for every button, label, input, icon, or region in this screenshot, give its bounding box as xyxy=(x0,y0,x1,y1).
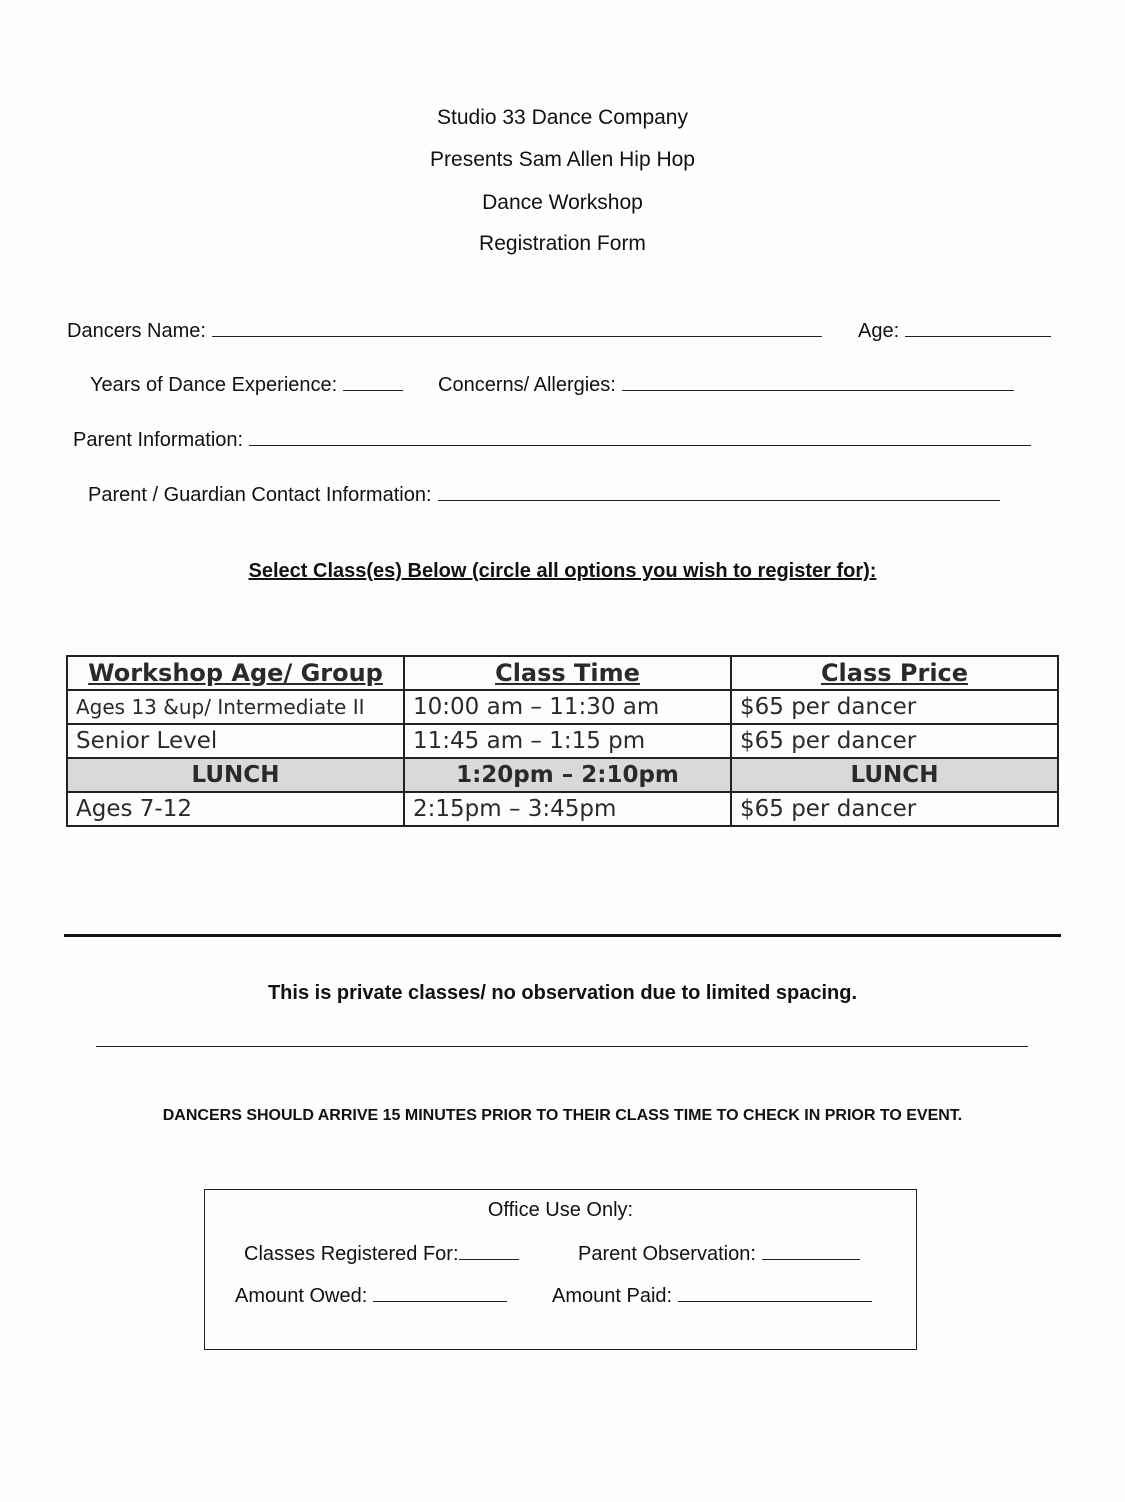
age-field[interactable] xyxy=(858,318,1051,343)
amount-paid-blank[interactable] xyxy=(678,1283,872,1302)
cell-age-group[interactable]: Ages 7-12 xyxy=(67,792,404,826)
amount-paid-field[interactable] xyxy=(552,1283,872,1308)
years-experience-label: Years of Dance Experience: xyxy=(90,374,338,396)
cell-class-time[interactable]: 2:15pm – 3:45pm xyxy=(404,792,731,826)
header-company: Studio 33 Dance Company xyxy=(437,106,688,129)
table-row[interactable] xyxy=(67,792,1058,826)
guardian-contact-field[interactable] xyxy=(88,482,1000,507)
age-blank[interactable] xyxy=(905,318,1051,337)
office-use-title: Office Use Only: xyxy=(487,1199,634,1221)
amount-owed-label: Amount Owed: xyxy=(235,1285,368,1307)
cell-class-time[interactable]: 11:45 am – 1:15 pm xyxy=(404,724,731,758)
classes-registered-label: Classes Registered For: xyxy=(244,1243,459,1265)
cell-class-price[interactable]: $65 per dancer xyxy=(731,792,1058,826)
arrival-notice: DANCERS SHOULD ARRIVE 15 MINUTES PRIOR TO THEIR CLASS TIME TO CHECK IN PRIOR TO EVENT. xyxy=(162,1107,963,1124)
parent-observation-blank[interactable] xyxy=(762,1241,860,1260)
dancer-name-field[interactable] xyxy=(67,318,822,343)
years-experience-field[interactable] xyxy=(90,372,403,397)
parent-info-blank[interactable] xyxy=(249,427,1031,446)
table-row[interactable] xyxy=(67,724,1058,758)
table-header-row xyxy=(67,656,1058,690)
cell-lunch-time: 1:20pm – 2:10pm xyxy=(404,758,731,792)
concerns-field[interactable] xyxy=(438,372,1014,397)
cell-age-group[interactable]: Senior Level xyxy=(67,724,404,758)
years-experience-blank[interactable] xyxy=(343,372,403,391)
header-workshop: Dance Workshop xyxy=(482,191,643,214)
page-title: Registration Form xyxy=(479,232,646,255)
parent-observation-field[interactable] xyxy=(578,1241,860,1266)
cell-class-price[interactable]: $65 per dancer xyxy=(731,690,1058,724)
concerns-blank[interactable] xyxy=(622,372,1014,391)
parent-info-field[interactable] xyxy=(73,427,1031,452)
parent-info-label: Parent Information: xyxy=(73,429,244,451)
amount-paid-label: Amount Paid: xyxy=(552,1285,673,1307)
cell-class-price[interactable]: $65 per dancer xyxy=(731,724,1058,758)
header-class-time: Class Time xyxy=(404,656,731,690)
guardian-contact-label: Parent / Guardian Contact Information: xyxy=(88,484,432,506)
age-label: Age: xyxy=(858,320,900,342)
cell-class-time[interactable]: 10:00 am – 11:30 am xyxy=(404,690,731,724)
header-age-group: Workshop Age/ Group xyxy=(67,656,404,690)
dancer-name-blank[interactable] xyxy=(212,318,822,337)
classes-registered-field[interactable] xyxy=(244,1241,519,1266)
cell-age-group[interactable]: Ages 13 &up/ Intermediate II xyxy=(67,690,404,724)
private-notice: This is private classes/ no observation due to limited spacing. xyxy=(267,982,858,1004)
classes-registered-blank[interactable] xyxy=(459,1241,519,1260)
cell-lunch: LUNCH xyxy=(731,758,1058,792)
dancer-name-label: Dancers Name: xyxy=(67,320,206,342)
concerns-label: Concerns/ Allergies: xyxy=(438,374,616,396)
section-divider xyxy=(64,934,1061,937)
amount-owed-blank[interactable] xyxy=(373,1283,507,1302)
guardian-contact-blank[interactable] xyxy=(438,482,1000,501)
header-class-price: Class Price xyxy=(731,656,1058,690)
select-instruction: Select Class(es) Below (circle all options you wish to register for): xyxy=(248,560,877,582)
lunch-row xyxy=(67,758,1058,792)
table-row[interactable] xyxy=(67,690,1058,724)
parent-observation-label: Parent Observation: xyxy=(578,1243,756,1265)
class-schedule-table xyxy=(66,655,1059,827)
amount-owed-field[interactable] xyxy=(235,1283,507,1308)
header-presents: Presents Sam Allen Hip Hop xyxy=(430,148,695,171)
cell-lunch: LUNCH xyxy=(67,758,404,792)
notice-blank-line xyxy=(96,1046,1028,1047)
